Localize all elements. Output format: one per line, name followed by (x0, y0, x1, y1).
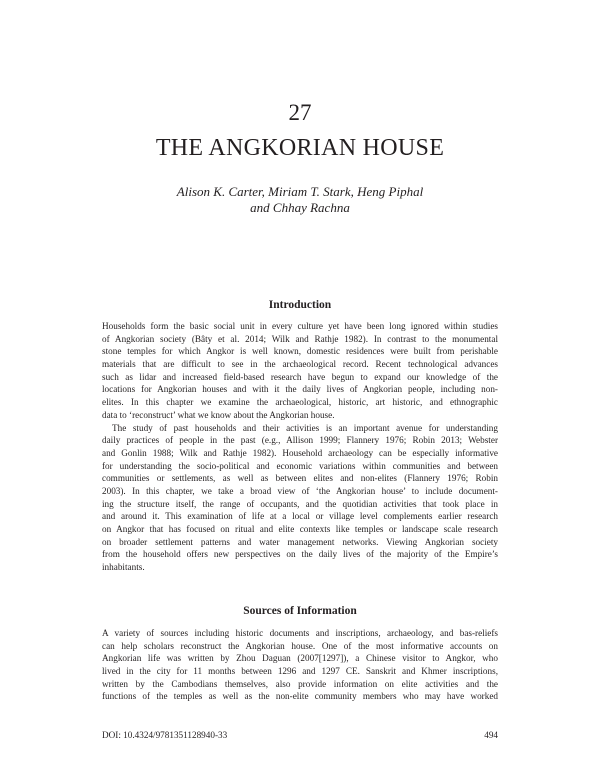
section-heading-sources: Sources of Information (243, 605, 357, 617)
text-line: locations for Angkorian houses and with it the daily lives of Angkorian people, including non- (102, 384, 498, 395)
text-line: such as lidar and increased field-based research have begun to expand our knowledge of the (102, 371, 498, 382)
text-line: communities or settlements, as well as between elites and non-elites (Flannery 1976; Robin (102, 473, 498, 484)
doi-text: DOI: 10.4324/9781351128940-33 (102, 730, 228, 740)
body-paragraph (102, 627, 498, 703)
page-number: 494 (484, 730, 498, 740)
text-line: ing the structure itself, the range of occupants, and the quotidian activities that took place in (102, 498, 498, 509)
chapter-authors (0, 184, 600, 216)
text-line: functions of the temples as well as the non-elite community members who may have worked (102, 691, 498, 702)
text-line: lived in the city for 11 months between 1296 and 1297 CE. Sanskrit and Khmer inscriptions, (102, 666, 498, 677)
text-line: The study of past households and their activities is an important avenue for understanding (112, 422, 498, 433)
text-line: stone temples for which Angkor is well known, domestic residences were built from perishable (102, 346, 498, 357)
text-line: for understanding the socio-political and economic variations within communities and between (102, 460, 498, 471)
body-paragraph (102, 320, 498, 422)
authors-line-2: and Chhay Rachna (250, 200, 350, 215)
text-line: on broader settlement patterns and water management networks. Viewing Angkorian society (102, 536, 498, 547)
text-line: from the household offers new perspectives on the daily lives of the majority of the Empire’s (102, 549, 498, 560)
text-line: A variety of sources including historic documents and inscriptions, archaeology, and bas-reliefs (102, 628, 498, 638)
authors-line-1: Alison K. Carter, Miriam T. Stark, Heng Piphal (176, 184, 424, 199)
text-line: 2003). In this chapter, we take a broad view of ‘the Angkorian house’ to include document- (102, 486, 498, 497)
text-line: of Angkorian society (Bâty et al. 2014; Wilk and Rathje 1982). In contrast to the monumental (102, 333, 498, 344)
text-line: Households form the basic social unit in every culture yet have been long ignored within studies (102, 321, 498, 331)
text-line: inhabitants. (102, 562, 145, 573)
section-heading-introduction: Introduction (268, 299, 332, 311)
chapter-title: THE ANGKORIAN HOUSE (155, 135, 445, 161)
text-line: materials that are difficult to see in the archaeological record. Recent technological advances (102, 359, 498, 370)
body-paragraph (102, 422, 498, 574)
text-line: Angkorian life was written by Zhou Daguan (2007[1297]), a Chinese visitor to Angkor, who (102, 653, 498, 664)
text-line: elites. In this chapter we examine the archaeological, historic, art historic, and ethnographic (102, 397, 498, 408)
text-line: data to ‘reconstruct’ what we know about the Angkorian house. (102, 409, 335, 420)
chapter-number: 27 (288, 100, 312, 125)
text-line: can help scholars reconstruct the Angkorian house. One of the most informative accounts on (102, 640, 498, 651)
text-line: and Gonlin 1988; Wilk and Rathje 1982). Household archaeology can be especially informative (102, 447, 498, 458)
text-line: daily practices of people in the past (e.g., Allison 1999; Flannery 1976; Robin 2013; Webster (102, 435, 498, 446)
text-line: written by the Cambodians themselves, also provide information on elite activities and the (102, 678, 498, 689)
text-line: on Angkor that has focused on ritual and elite contexts like temples or landscape scale research (102, 524, 498, 535)
text-line: and around it. This examination of life at a local or village level complements earlier research (102, 511, 498, 522)
